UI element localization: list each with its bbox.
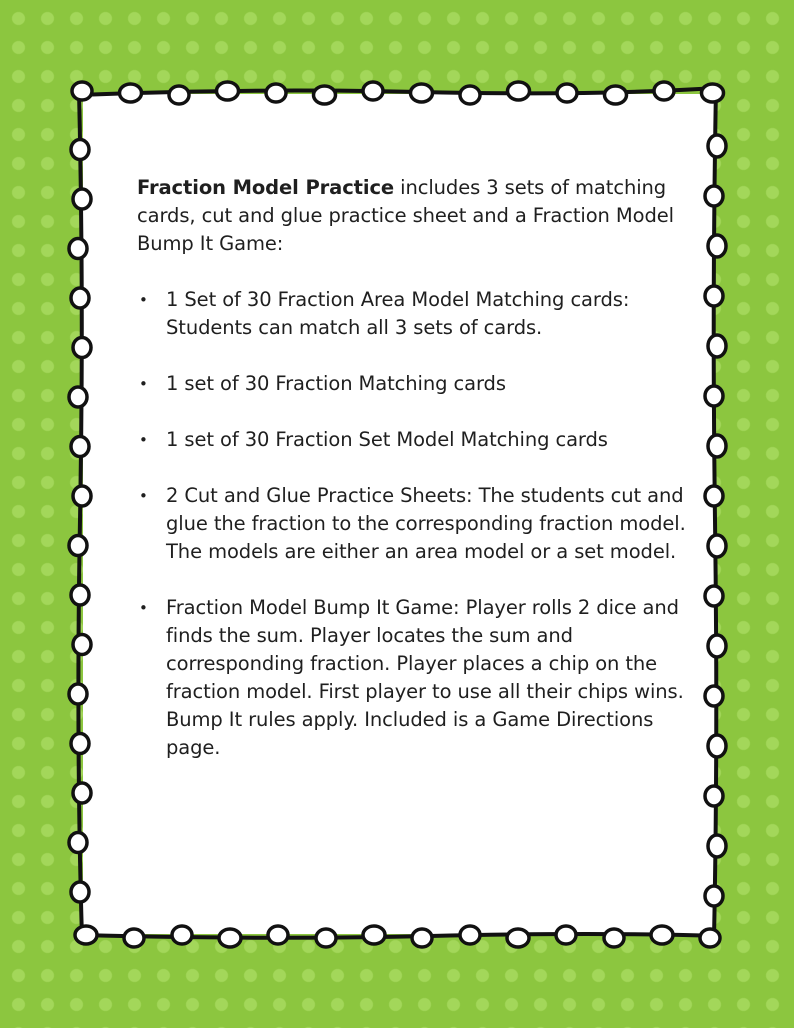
feature-text: Fraction Model Bump It Game: Player rolls 2 dice and finds the sum. Player locates the sum and corresponding fraction. Player places a chip on the fraction model. First player to use all their chips wins. Bump It rules apply. Included is a Game Directions page. [166, 596, 684, 759]
frame-line-left [78, 92, 82, 938]
feature-item [137, 594, 697, 762]
bullet-icon: • [139, 375, 148, 393]
intro-text: includes 3 sets of matching cards, cut and glue practice sheet and a Fraction Model Bump It Game: [137, 176, 674, 255]
feature-item [137, 426, 697, 454]
frame-line-bottom [82, 934, 718, 938]
bullet-icon: • [139, 291, 148, 309]
bullet-icon: • [139, 487, 148, 505]
bullet-icon: • [139, 431, 148, 449]
bullet-icon: • [139, 599, 148, 617]
feature-list [137, 286, 697, 762]
feature-text: 1 Set of 30 Fraction Area Model Matching cards: Students can match all 3 sets of cards. [166, 288, 630, 339]
product-title: Fraction Model Practice [137, 176, 395, 199]
feature-item [137, 286, 697, 342]
feature-text: 1 set of 30 Fraction Set Model Matching cards [166, 428, 608, 451]
feature-item [137, 482, 697, 566]
intro-paragraph [137, 174, 697, 258]
feature-text: 1 set of 30 Fraction Matching cards [166, 372, 506, 395]
feature-text: 2 Cut and Glue Practice Sheets: The students cut and glue the fraction to the corresponding fraction model. The models are either an area model or a set model. [166, 484, 686, 563]
feature-item [137, 370, 697, 398]
description-text [137, 174, 697, 790]
